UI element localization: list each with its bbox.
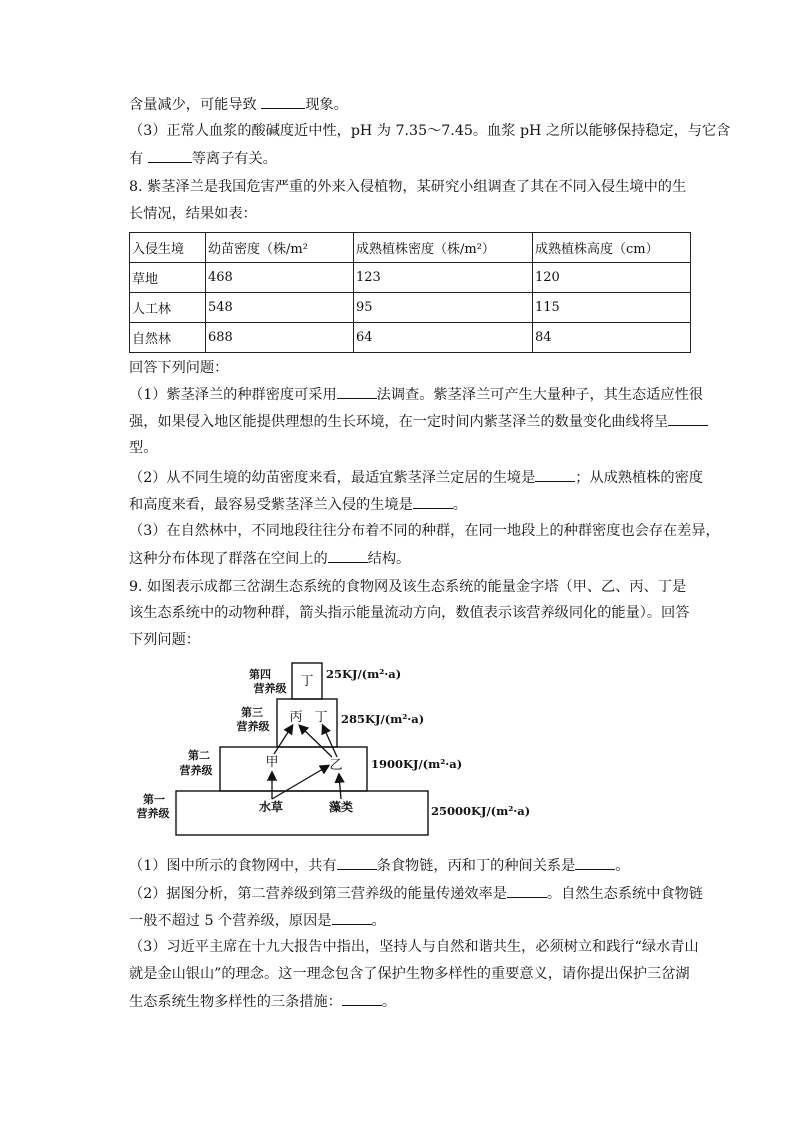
- table-cell: 120: [533, 263, 691, 293]
- text-segment: 这种分布体现了群落在空间上的: [129, 551, 328, 567]
- answer-blank[interactable]: [337, 855, 377, 870]
- answer-blank[interactable]: [328, 548, 368, 563]
- q9-3-line-1: [129, 937, 699, 957]
- answer-blank[interactable]: [413, 494, 453, 509]
- text-segment: （2）从不同生境的幼苗密度来看，最适宜紫茎泽兰定居的生境是: [129, 470, 536, 486]
- text-segment: 含量减少，可能导致: [129, 97, 262, 113]
- arrow-shuicao-to-yi: [272, 766, 328, 799]
- table-row: [130, 263, 691, 293]
- q9-2-line-1: [129, 883, 703, 904]
- organism-zaolei: 藻类: [328, 800, 354, 814]
- table-cell: 468: [206, 263, 354, 293]
- text-segment: 和高度来看，最容易受紫茎泽兰入侵的生境是: [129, 497, 413, 513]
- level-label: 第三: [241, 706, 263, 719]
- level-label: 营养级: [179, 764, 213, 777]
- answer-blank[interactable]: [337, 384, 377, 399]
- table-cell: 草地: [130, 263, 206, 293]
- answer-blank[interactable]: [668, 411, 708, 426]
- q9-stem-line-2: [129, 603, 689, 623]
- q8-2-line-1: [129, 467, 703, 488]
- level-label: 第四: [249, 668, 271, 681]
- organism-yi: 乙: [329, 758, 343, 773]
- table-header-cell: 成熟植株高度（cm）: [533, 233, 691, 263]
- answer-blank[interactable]: [148, 148, 192, 163]
- q7-3-line-2: [129, 148, 277, 169]
- arrow-zaolei-to-yi: [339, 775, 341, 799]
- answer-blank[interactable]: [342, 991, 382, 1006]
- q8-stem-line-1: [129, 177, 686, 197]
- answer-blank[interactable]: [507, 883, 547, 898]
- text-segment: （3）在自然林中，不同地段往往分布着不同的种群，在同一地段上的种群密度也会存在差异，: [129, 523, 720, 539]
- answer-blank[interactable]: [575, 855, 615, 870]
- pyramid-level-3-box: [277, 699, 337, 747]
- energy-value: 25000KJ/(m²·a): [431, 804, 531, 818]
- q8-2-line-2: [129, 494, 467, 515]
- energy-value: 285KJ/(m²·a): [341, 712, 425, 726]
- table-header-cell: 成熟植株密度（株/m²）: [354, 233, 533, 263]
- q9-3-line-3: [129, 991, 396, 1012]
- level-label: 第一: [143, 793, 165, 806]
- table-cell: 84: [533, 323, 691, 353]
- pyramid-level-2-box: [220, 747, 367, 791]
- text-segment: （1）图中所示的食物网中，共有: [129, 858, 337, 874]
- text-segment: 下列问题：: [129, 632, 200, 648]
- q8-stem-line-2: [129, 204, 257, 224]
- energy-value: 1900KJ/(m²·a): [371, 757, 463, 771]
- q8-3-line-2: [129, 548, 410, 569]
- text-segment: 条食物链，丙和丁的种间关系是: [376, 858, 576, 874]
- text-segment: 回答下列问题：: [129, 360, 229, 376]
- text-segment: 该生态系统中的动物种群，箭头指示能量流动方向，数值表示该营养级同化的能量）。回答: [129, 605, 690, 621]
- text-segment: 型。: [129, 440, 158, 456]
- text-segment: 8. 紫茎泽兰是我国危害严重的外来入侵植物，某研究小组调查了其在不同入侵生境中的生: [129, 179, 687, 195]
- table-cell: 64: [354, 323, 533, 353]
- text-segment: 一般不超过 5 个营养级，原因是: [129, 913, 332, 929]
- q9-stem-line-1: [129, 577, 686, 597]
- organism-ding: 丁: [300, 674, 314, 689]
- answer-prompt: [129, 358, 228, 378]
- text-segment: 有: [129, 151, 148, 167]
- text-segment: 。: [615, 858, 630, 874]
- text-segment: （2）据图分析，第二营养级到第三营养级的能量传递效率是: [129, 886, 507, 902]
- table-cell: 自然林: [130, 323, 206, 353]
- table-header-cell: 幼苗密度（株/m²: [206, 233, 354, 263]
- table-header-cell: 入侵生境: [130, 233, 206, 263]
- text-segment: （3）习近平主席在十九大报告中指出，坚持人与自然和谐共生，必须树立和践行“绿水青山: [129, 939, 699, 955]
- text-segment: 现象。: [305, 97, 348, 113]
- arrow-yi-to-bing: [300, 726, 332, 757]
- table-cell: 123: [354, 263, 533, 293]
- level-label: 营养级: [136, 807, 170, 820]
- q9-3-line-2: [129, 964, 690, 984]
- text-segment: ；从成熟植株的密度: [575, 470, 703, 486]
- table-cell: 115: [533, 293, 691, 323]
- table-cell: 688: [206, 323, 354, 353]
- text-segment: 法调查。紫茎泽兰可产生大量种子，其生态适应性很: [376, 387, 703, 403]
- text-segment: 就是金山银山”的理念。这一理念包含了保护生物多样性的重要意义，请你提出保护三岔湖: [129, 966, 690, 982]
- text-segment: 。: [381, 994, 397, 1010]
- text-segment: 长情况，结果如表：: [129, 206, 257, 222]
- text-segment: 等离子有关。: [191, 151, 277, 167]
- table-cell: 人工林: [130, 293, 206, 323]
- table-row: [130, 323, 691, 353]
- text-segment: 。: [371, 913, 386, 929]
- text-segment: 。自然生态系统中食物链: [546, 886, 703, 902]
- text-segment: 强，如果侵入地区能提供理想的生长环境，在一定时间内紫茎泽兰的数量变化曲线将呈: [129, 414, 669, 430]
- q9-stem-line-3: [129, 630, 200, 650]
- table-cell: 95: [354, 293, 533, 323]
- q9-1-line-1: [129, 855, 630, 876]
- q9-2-line-2: [129, 910, 386, 931]
- text-segment: 生态系统生物多样性的三条措施：: [129, 994, 342, 1010]
- level-label: 营养级: [236, 720, 270, 733]
- q8-1-line-1: [129, 384, 703, 405]
- q7-3-line-1: [129, 121, 730, 141]
- text-segment: （3）正常人血浆的酸碱度近中性，pH 为 7.35～7.45。血浆 pH 之所以能够保持稳定，与它含: [129, 123, 731, 139]
- text-segment: （1）紫茎泽兰的种群密度可采用: [129, 387, 337, 403]
- table-header-row: [130, 233, 691, 263]
- answer-blank[interactable]: [332, 910, 372, 925]
- organism-shuicao: 水草: [258, 800, 284, 814]
- organism-jia: 甲: [265, 755, 279, 770]
- text-segment: 。: [452, 497, 467, 513]
- invasion-data-table: [129, 232, 691, 353]
- table-row: [130, 293, 691, 323]
- organism-ding: 丁: [314, 710, 328, 725]
- arrow-yi-to-ding: [323, 726, 337, 757]
- organism-bing: 丙: [289, 710, 303, 725]
- text-segment: 结构。: [367, 551, 411, 567]
- q8-1-line-3: [129, 438, 157, 458]
- level-label: 营养级: [253, 682, 287, 695]
- q7-line-1: [129, 94, 348, 115]
- text-segment: 9. 如图表示成都三岔湖生态系统的食物网及该生态系统的能量金字塔（甲、乙、丙、丁是: [129, 579, 687, 595]
- answer-blank[interactable]: [261, 94, 305, 109]
- pyramid-level-1-box: [176, 791, 428, 835]
- table-cell: 548: [206, 293, 354, 323]
- level-label: 第二: [188, 749, 210, 762]
- answer-blank[interactable]: [535, 467, 575, 482]
- q8-1-line-2: [129, 411, 708, 432]
- q8-3-line-1: [129, 521, 720, 541]
- energy-pyramid-diagram: [129, 653, 549, 843]
- energy-value: 25KJ/(m²·a): [326, 667, 402, 681]
